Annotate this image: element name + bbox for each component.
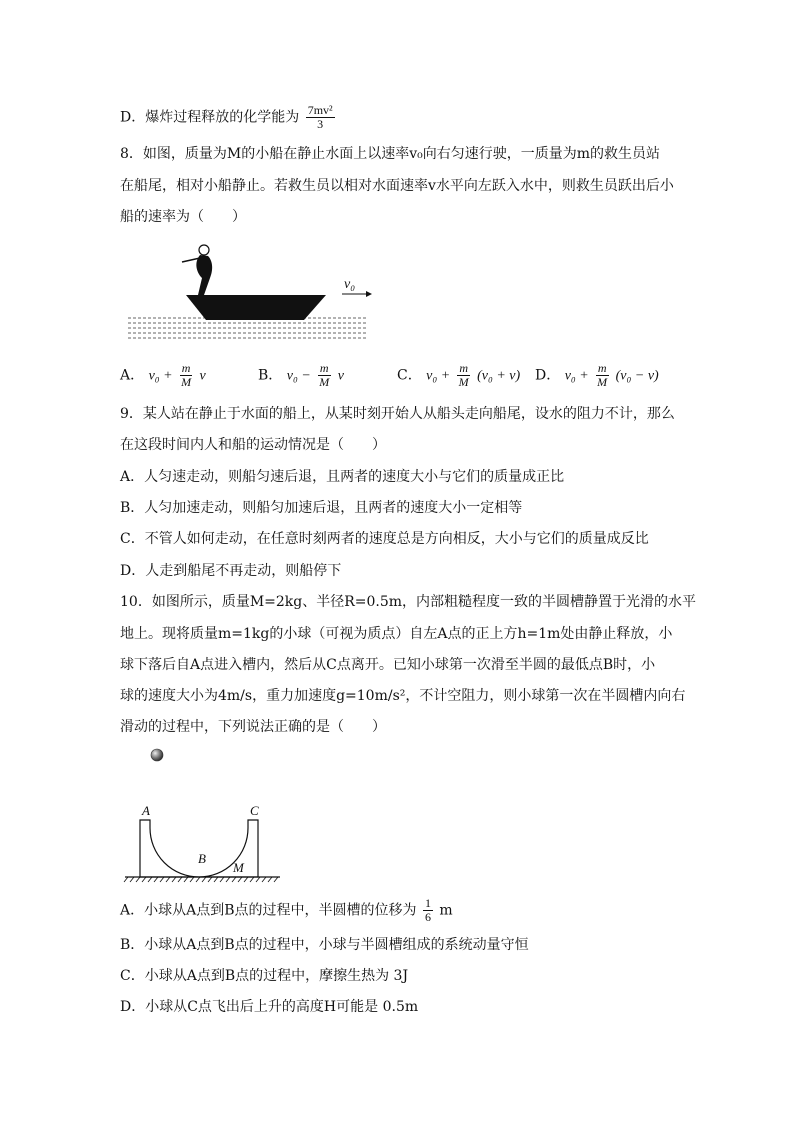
q8-stem-line3: 船的速率为（ ） bbox=[120, 209, 246, 225]
q10-option-b[interactable]: B．小球从A点到B点的过程中，小球与半圆槽组成的系统动量守恒 bbox=[120, 937, 529, 953]
q7-option-d: D．爆炸过程释放的化学能为 $\frac{\text{7mv²}}{3}$ bbox=[120, 103, 333, 131]
q8-option-b[interactable]: B． v₀ − $\frac{m}{M}$ v bbox=[258, 361, 344, 389]
q10-stem-line1: 10．如图所示，质量M=2kg、半径R=0.5m，内部粗糙程度一致的半圆槽静置于光滑的水平 bbox=[120, 594, 697, 610]
ball bbox=[151, 749, 163, 761]
label-b: B bbox=[198, 851, 206, 866]
q8-boat-figure bbox=[120, 238, 380, 348]
q10-option-d[interactable]: D．小球从C点飞出后上升的高度H可能是 0.5m bbox=[120, 999, 419, 1015]
q10-stem-line2: 地上。现将质量m=1kg的小球（可视为质点）自左A点的正上方h=1m处由静止释放，小 bbox=[120, 626, 673, 642]
q10-trough-figure bbox=[120, 742, 290, 884]
q10-option-c[interactable]: C．小球从A点到B点的过程中，摩擦生热为 3J bbox=[120, 968, 409, 984]
q9-stem-line2: 在这段时间内人和船的运动情况是（ ） bbox=[120, 437, 386, 453]
label-c: C bbox=[250, 803, 259, 818]
water-lines bbox=[128, 318, 368, 338]
q10-stem-line3: 球下落后自A点进入槽内，然后从C点离开。已知小球第一次滑至半圆的最低点B时，小 bbox=[120, 657, 656, 673]
q10-option-a[interactable]: A．小球从A点到B点的过程中，半圆槽的位移为 $\frac{1}{6}$ m bbox=[120, 896, 453, 924]
q10-stem-line5: 滑动的过程中，下列说法正确的是（ ） bbox=[120, 719, 386, 735]
label-m: M bbox=[233, 860, 244, 875]
ground-hatch bbox=[124, 877, 278, 882]
q9-option-a[interactable]: A．人匀速走动，则船匀速后退，且两者的速度大小与它们的质量成正比 bbox=[120, 469, 565, 485]
v0-label: v₀ bbox=[344, 277, 356, 292]
boat-hull bbox=[186, 295, 326, 320]
q9-option-b[interactable]: B．人匀加速走动，则船匀加速后退，且两者的速度大小一定相等 bbox=[120, 500, 523, 516]
q8-option-a[interactable]: A． v₀ + $\frac{m}{M}$ v bbox=[120, 361, 206, 389]
rescuer-figure bbox=[182, 245, 212, 295]
label-a: A bbox=[142, 803, 150, 818]
q9-option-c[interactable]: C．不管人如何走动，在任意时刻两者的速度总是方向相反，大小与它们的质量成反比 bbox=[120, 531, 649, 547]
q9-option-d[interactable]: D．人走到船尾不再走动，则船停下 bbox=[120, 563, 342, 579]
q8-stem-line2: 在船尾，相对小船静止。若救生员以相对水面速率v水平向左跃入水中，则救生员跃出后小 bbox=[120, 178, 674, 194]
q7-fraction: $\frac{\text{7mv²}}{3}$ bbox=[307, 103, 333, 131]
q8-option-c[interactable]: C． v₀ + $\frac{m}{M}$ (v₀ + v) bbox=[397, 361, 521, 389]
q8-option-d[interactable]: D． v₀ + $\frac{m}{M}$ (v₀ − v) bbox=[535, 361, 659, 389]
q9-stem-line1: 9．某人站在静止于水面的船上，从某时刻开始人从船头走向船尾，设水的阻力不计，那么 bbox=[120, 406, 675, 422]
q10-stem-line4: 球的速度大小为4m/s，重力加速度g=10m/s²，不计空阻力，则小球第一次在半圆槽内向右 bbox=[120, 688, 686, 704]
q8-stem-line1: 8．如图，质量为M的小船在静止水面上以速率v₀向右匀速行驶，一质量为m的救生员站 bbox=[120, 146, 661, 162]
